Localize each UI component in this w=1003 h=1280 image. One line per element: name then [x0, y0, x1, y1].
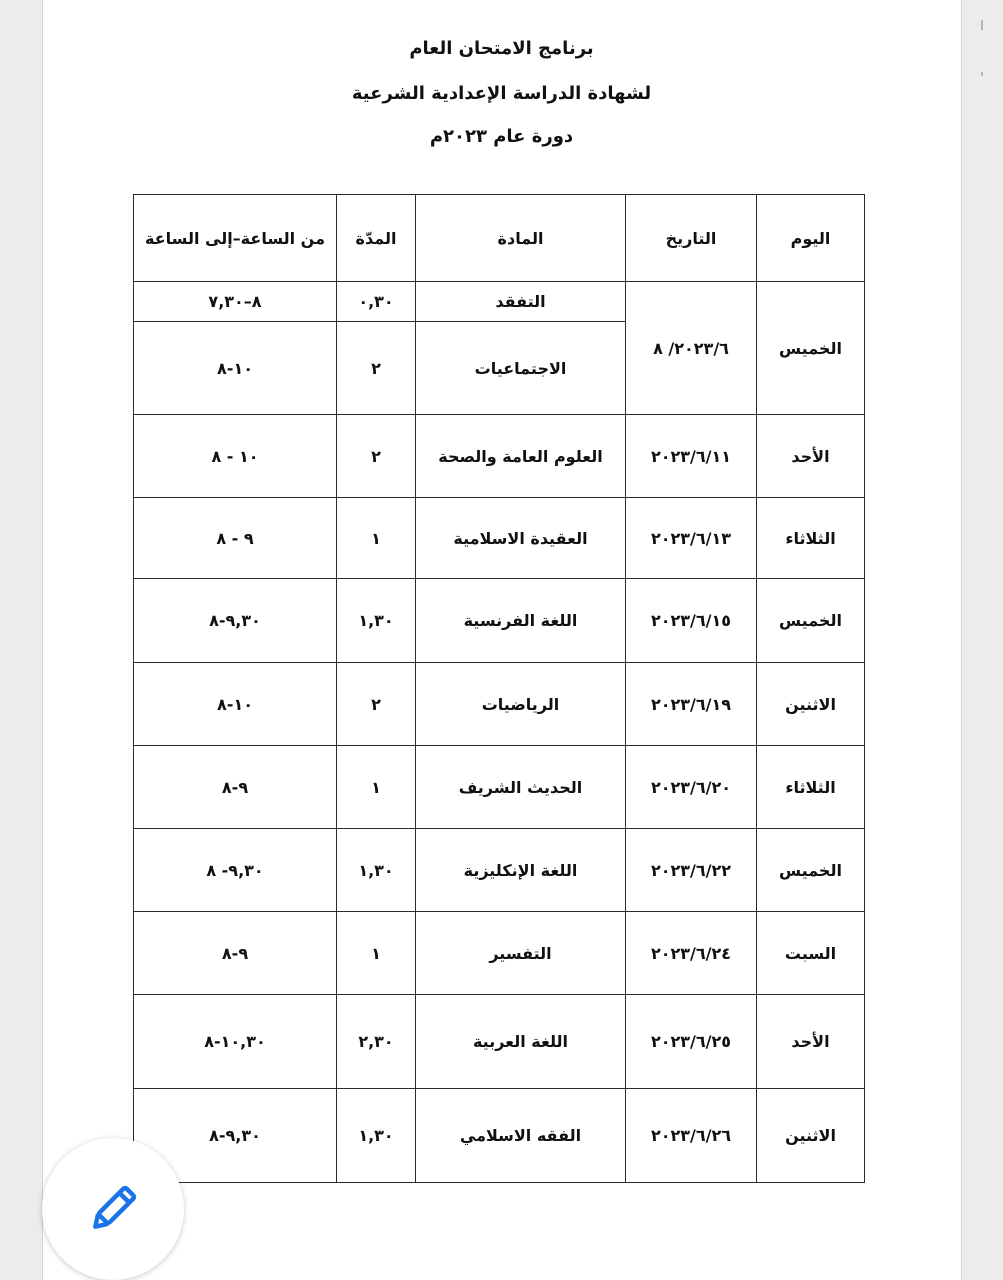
duration-cell: ١,٣٠ — [337, 1089, 416, 1183]
header-duration: المدّة — [337, 195, 416, 282]
table-row — [134, 579, 865, 663]
subject-cell: اللغة الفرنسية — [416, 579, 626, 663]
table-row — [134, 746, 865, 829]
date-cell: ٢٠٢٣/٦/٢٦ — [626, 1089, 757, 1183]
time-cell: ٨–٧,٣٠ — [134, 282, 337, 322]
duration-cell: ١ — [337, 912, 416, 995]
header-day: اليوم — [757, 195, 865, 282]
date-cell: ٢٠٢٣/٦/ ٨ — [626, 282, 757, 415]
duration-cell: ١,٣٠ — [337, 579, 416, 663]
time-cell: ٩-٨ — [134, 746, 337, 829]
duration-cell: ٢ — [337, 322, 416, 415]
day-cell: الخميس — [757, 829, 865, 912]
table-row — [134, 415, 865, 498]
table-row — [134, 663, 865, 746]
day-cell: الاثنين — [757, 663, 865, 746]
time-cell: ١٠ - ٨ — [134, 415, 337, 498]
date-cell: ٢٠٢٣/٦/١٥ — [626, 579, 757, 663]
pencil-icon — [83, 1179, 143, 1239]
table-header-row — [134, 195, 865, 282]
table-row — [134, 995, 865, 1089]
subject-cell: العلوم العامة والصحة — [416, 415, 626, 498]
day-cell: الثلاثاء — [757, 746, 865, 829]
subject-cell: الاجتماعيات — [416, 322, 626, 415]
duration-cell: ١ — [337, 746, 416, 829]
exam-program-title: برنامج الامتحان العام — [409, 38, 594, 59]
day-cell: الأحد — [757, 415, 865, 498]
day-cell: الخميس — [757, 579, 865, 663]
time-cell: ١٠-٨ — [134, 663, 337, 746]
day-cell: الاثنين — [757, 1089, 865, 1183]
subject-cell: الحديث الشريف — [416, 746, 626, 829]
table-row — [134, 912, 865, 995]
time-cell: ١٠,٣٠-٨ — [134, 995, 337, 1089]
time-cell: ٩,٣٠-٨ — [134, 1089, 337, 1183]
header-time: من الساعة–إلى الساعة — [134, 195, 337, 282]
subject-cell: اللغة العربية — [416, 995, 626, 1089]
exam-schedule-table — [133, 194, 865, 1183]
subject-cell: اللغة الإنكليزية — [416, 829, 626, 912]
subject-cell: الرياضيات — [416, 663, 626, 746]
session-year-title: دورة عام ٢٠٢٣م — [429, 126, 574, 147]
duration-cell: ٢ — [337, 415, 416, 498]
day-cell: الأحد — [757, 995, 865, 1089]
duration-cell: ٢ — [337, 663, 416, 746]
date-cell: ٢٠٢٣/٦/٢٢ — [626, 829, 757, 912]
time-cell: ٩,٣٠- ٨ — [134, 829, 337, 912]
day-cell: السبت — [757, 912, 865, 995]
subject-cell: التفسير — [416, 912, 626, 995]
date-cell: ٢٠٢٣/٦/٢٤ — [626, 912, 757, 995]
header-subject: المادة — [416, 195, 626, 282]
date-cell: ٢٠٢٣/٦/١١ — [626, 415, 757, 498]
duration-cell: ١ — [337, 498, 416, 579]
scroll-indicator-mid — [981, 72, 983, 76]
day-cell: الخميس — [757, 282, 865, 415]
table-row — [134, 1089, 865, 1183]
duration-cell: ١,٣٠ — [337, 829, 416, 912]
table-row — [134, 282, 865, 322]
time-cell: ٩ - ٨ — [134, 498, 337, 579]
table-row — [134, 498, 865, 579]
date-cell: ٢٠٢٣/٦/١٩ — [626, 663, 757, 746]
subject-cell: التفقد — [416, 282, 626, 322]
subject-cell: العقيدة الاسلامية — [416, 498, 626, 579]
time-cell: ٩-٨ — [134, 912, 337, 995]
scroll-indicator-top — [981, 20, 983, 30]
time-cell: ١٠-٨ — [134, 322, 337, 415]
edit-button[interactable] — [42, 1138, 184, 1280]
date-cell: ٢٠٢٣/٦/٢٥ — [626, 995, 757, 1089]
certificate-title: لشهادة الدراسة الإعدادية الشرعية — [351, 83, 652, 104]
duration-cell: ٠,٣٠ — [337, 282, 416, 322]
date-cell: ٢٠٢٣/٦/٢٠ — [626, 746, 757, 829]
header-date: التاريخ — [626, 195, 757, 282]
date-cell: ٢٠٢٣/٦/١٣ — [626, 498, 757, 579]
time-cell: ٩,٣٠-٨ — [134, 579, 337, 663]
day-cell: الثلاثاء — [757, 498, 865, 579]
subject-cell: الفقه الاسلامي — [416, 1089, 626, 1183]
duration-cell: ٢,٣٠ — [337, 995, 416, 1089]
table-row — [134, 829, 865, 912]
